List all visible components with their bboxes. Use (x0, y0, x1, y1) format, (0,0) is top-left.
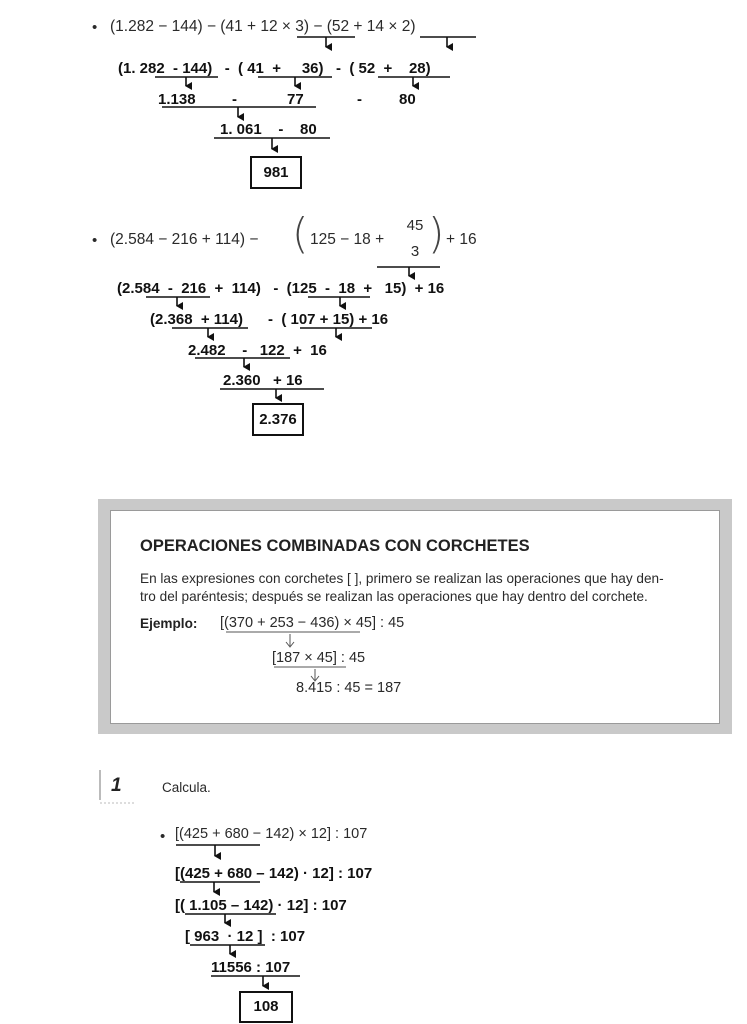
step-a2-left: 1.138 (158, 91, 196, 108)
step-a1: (1. 282 - 144) - ( 41 + 36) - ( 52 + 28) (118, 60, 431, 77)
printed-expression-1: [(425 + 680 − 142) × 12] : 107 (175, 826, 368, 842)
printed-expression-b-right: + 16 (446, 231, 477, 248)
step-b4: 2.360 + 16 (223, 372, 303, 389)
printed-expression-a: (1.282 − 144) − (41 + 12 × 3) − (52 + 14 × 2) (110, 18, 416, 35)
bullet: • (92, 19, 98, 36)
step-a2-op1: - (232, 91, 237, 108)
result-box-b: 2.376 (252, 403, 304, 436)
printed-expression-b-left: (2.584 − 216 + 114) − (110, 231, 259, 248)
info-box-text-line1: En las expresiones con corchetes [ ], primero se realizan las operaciones que hay den- (140, 571, 664, 586)
close-paren-large: ) (428, 209, 445, 258)
bullet: • (92, 232, 98, 249)
example-line2: [187 × 45] : 45 (272, 650, 366, 666)
step-1d: 11556 : 107 (211, 959, 291, 976)
exercise-number: 1 (111, 775, 122, 796)
step-a2-mid: 77 (287, 91, 304, 108)
open-paren-large: ( (292, 209, 309, 258)
info-box-text-line2: tro del paréntesis; después se realizan las operaciones que hay dentro del corchete. (140, 589, 648, 604)
example-line3: 8.415 : 45 = 187 (296, 680, 402, 696)
step-a2-op2: - (357, 91, 362, 108)
fraction-denominator: 3 (410, 243, 420, 260)
example-line1: [(370 + 253 − 436) × 45] : 45 (220, 615, 405, 631)
result-box-a: 981 (250, 156, 302, 189)
result-box-1: 108 (239, 991, 293, 1023)
step-a3: 1. 061 - 80 (220, 121, 317, 138)
fraction-numerator: 45 (406, 217, 424, 234)
printed-expression-b-mid: 125 − 18 + (310, 231, 385, 248)
step-b3: 2.482 - 122 + 16 (188, 342, 327, 359)
bullet: • (160, 828, 166, 845)
step-b1: (2.584 - 216 + 114) - (125 - 18 + 15) + 16 (117, 280, 445, 297)
info-box-title: OPERACIONES COMBINADAS CON CORCHETES (140, 537, 530, 555)
step-b2: (2.368 + 114) - ( 107 + 15) + 16 (150, 311, 389, 328)
exercise-instruction: Calcula. (162, 780, 211, 795)
example-label: Ejemplo: (140, 616, 198, 631)
step-1a: [(425 + 680 – 142) · 12] : 107 (175, 865, 373, 882)
step-1c: [ 963 · 12 ] : 107 (185, 928, 306, 945)
step-a2-right: 80 (399, 91, 416, 108)
step-1b: [( 1.105 – 142) · 12] : 107 (175, 897, 347, 914)
